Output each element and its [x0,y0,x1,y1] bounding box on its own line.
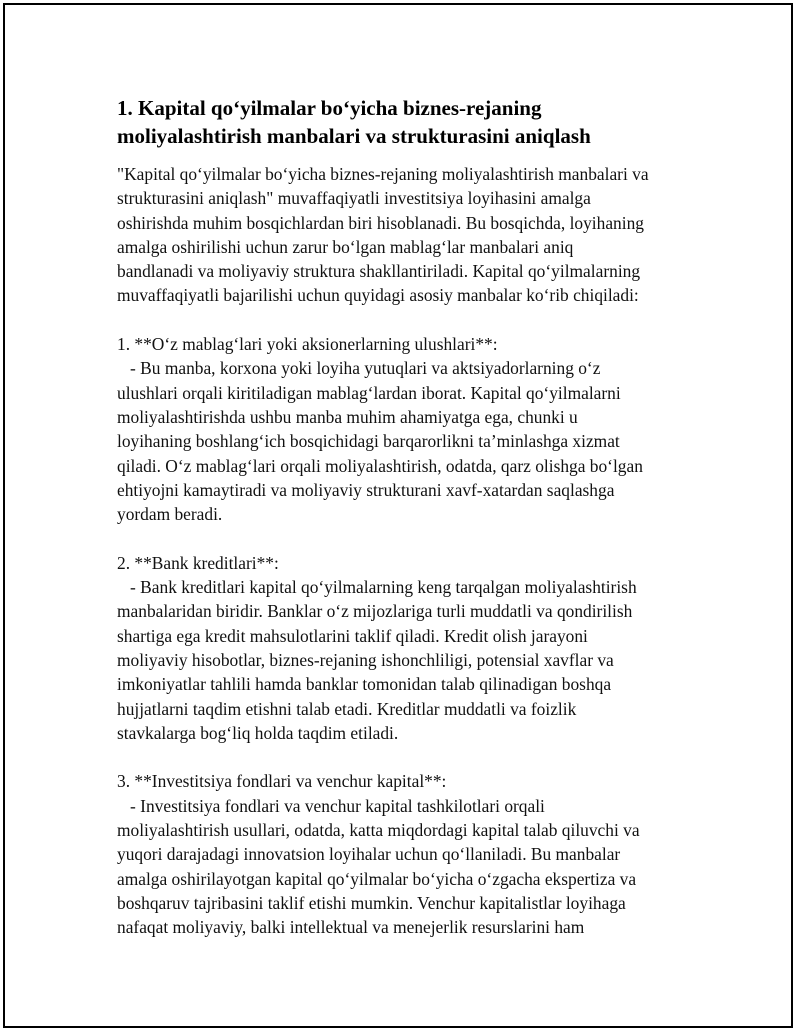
intro-paragraph [117,162,687,308]
text-line: yordam beradi. [117,504,223,525]
text-line: hujjatlarni taqdim etishni talab etadi. Kreditlar muddatli va foizlik [117,698,577,719]
text-line: "Kapital qo‘yilmalar bo‘yicha biznes-rejaning moliyalashtirish manbalari va [117,164,649,184]
title-line: 1. Kapital qo‘yilmalar bo‘yicha biznes-rejaning [117,96,542,120]
text-line: 2. **Bank kreditlari**: [117,552,279,573]
text-line: amalga oshirilayotgan kapital qo‘yilmalar bo‘yicha o‘zgacha ekspertiza va [117,868,637,889]
text-line: yuqori darajadagi innovatsion loyihalar uchun qo‘llaniladi. Bu manbalar [117,844,621,865]
title-line: moliyalashtirish manbalari va strukturasini aniqlash [117,124,591,148]
text-line: - Bank kreditlari kapital qo‘yilmalarning keng tarqalgan moliyalashtirish [117,577,637,598]
text-line: 3. **Investitsiya fondlari va venchur kapital**: [117,771,447,792]
text-line: manbalaridan biridir. Banklar o‘z mijozlariga turli muddatli va qondirilish [117,601,633,622]
text-line: qiladi. O‘z mablag‘lari orqali moliyalashtirish, odatda, qarz olishga bo‘lgan [117,455,643,476]
text-line: shartiga ega kredit mahsulotlarini taklif qiladi. Kredit olish jarayoni [117,625,588,646]
text-line: ehtiyojni kamaytiradi va moliyaviy strukturani xavf-xatardan saqlashga [117,479,615,500]
text-line: strukturasini aniqlash" muvaffaqiyatli investitsiya loyihasini amalga [117,188,591,209]
text-line: bandlanadi va moliyaviy struktura shakllantiriladi. Kapital qo‘yilmalarning [117,261,641,282]
text-line: nafaqat moliyaviy, balki intellektual va menejerlik resurslarini ham [117,917,585,938]
section-title [117,94,687,150]
text-line: ulushlari orqali kiritiladigan mablag‘lardan iborat. Kapital qo‘yilmalarni [117,382,621,403]
text-line: muvaffaqiyatli bajarilishi uchun quyidagi asosiy manbalar ko‘rib chiqiladi: [117,285,639,306]
text-line: boshqaruv tajribasini taklif etishi mumkin. Venchur kapitalistlar loyihaga [117,892,626,913]
text-line: amalga oshirilishi uchun zarur bo‘lgan mablag‘lar manbalari aniq [117,236,574,257]
paragraph-gap [117,745,687,769]
document-body [117,94,687,940]
list-item-bank-credits [117,551,687,745]
paragraph-gap [117,308,687,332]
text-line: imkoniyatlar tahlili hamda banklar tomonidan talab qilinadigan boshqa [117,674,612,695]
list-item-own-funds [117,332,687,526]
text-line: moliyaviy hisobotlar, biznes-rejaning ishonchliligi, potensial xavflar va [117,649,614,670]
text-line: - Bu manba, korxona yoki loyiha yutuqlari va aktsiyadorlarning o‘z [117,358,601,379]
list-item-venture-capital [117,769,687,939]
text-line: loyihaning boshlang‘ich bosqichidagi barqarorlikni ta’minlashga xizmat [117,431,620,452]
text-line: 1. **O‘z mablag‘lari yoki aksionerlarning ulushlari**: [117,334,498,355]
text-line: stavkalarga bog‘liq holda taqdim etiladi. [117,722,399,743]
paragraph-gap [117,526,687,550]
text-line: moliyalashtirish usullari, odatda, katta miqdordagi kapital talab qiluvchi va [117,820,640,841]
text-line: oshirishda muhim bosqichlardan biri hisoblanadi. Bu bosqichda, loyihaning [117,212,644,233]
text-line: moliyalashtirishda ushbu manba muhim ahamiyatga ega, chunki u [117,406,578,427]
text-line: - Investitsiya fondlari va venchur kapital tashkilotlari orqali [117,795,545,816]
